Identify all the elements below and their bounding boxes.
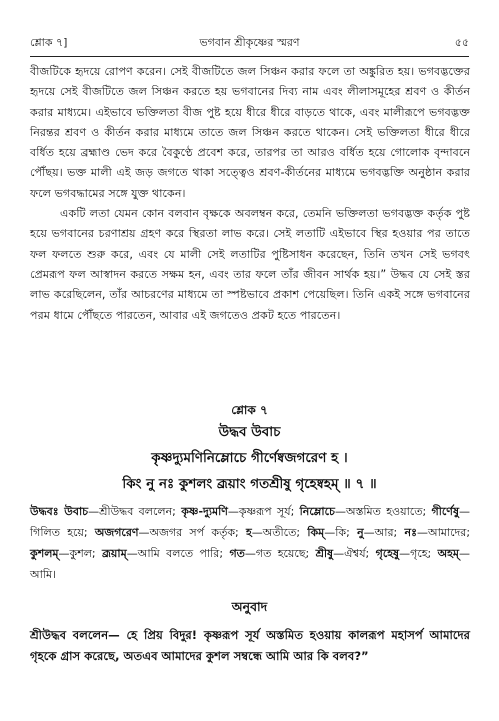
synonym-word: অজগরেণ [94,526,139,539]
header-rule [30,56,469,57]
synonym-word: কুশলম্ [30,547,59,560]
synonym-word: কিম্ [307,526,325,539]
synonym-word: গৃহেষু [375,547,400,560]
translation-heading: অনুবাদ [231,599,268,614]
synonym-meaning: আমাদের; [427,526,471,539]
synonym-word: কৃষ্ণ-দ্যুমণি [181,505,228,518]
verse-reference: শ্লোক ৭] [30,36,68,49]
synonym-word: ব্রূয়াম্ [102,547,127,560]
translation-text: শ্রীউদ্ধব বললেন— হে প্রিয় বিদুর! কৃষ্ণরূপ সূর্য অস্তমিত হওয়ায় কালরূপ মহাসর্প আমাদের গৃহকে গ্রাস করেছে, অতএব আমাদের কুশল সম্বন্ধে আমি আর কি বলব?” [30,628,470,663]
purport-paragraph-2: একটি লতা যেমন কোন বলবান বৃক্ষকে অবলম্বন করে, তেমনি ভক্তিলতা ভগবদ্ভক্ত কর্তৃক পুষ্ট হয়ে ভগবানের চরণাশ্রয় গ্রহণ করে স্থিরতা লাভ করে। সেই লতাটি এইভাবে স্থির হওয়ার পর তাতে ফল ফলতে শুরু করে, এবং যে মালী সেই লতাটির পুষ্টিসাধন করেছেন, তিনি তখন সেই ভগবৎ প্রেমরূপ ফল আস্বাদন করতে সক্ষম হন, এবং তার ফলে তাঁর জীবন সার্থক হয়।” উদ্ধব যে সেই স্তর লাভ করেছিলেন, তাঁর আচরণের মাধ্যমে তা স্পষ্টভাবে প্রকাশ পেয়েছিল। তিনি একই সঙ্গে ভগবানের পরম ধামে পৌঁছতে পারতেন, আবার এই জগতেও প্রকট হতে পারতেন। [30,207,470,322]
synonym-meaning: আমি বলতে পারি; [137,547,224,560]
synonym-meaning: গৃহে; [410,547,432,560]
synonym-word: নঃ [404,526,417,539]
synonym-word: গীর্ণেষু [431,505,460,518]
synonym-meaning: গিলিত হয়ে; [30,526,88,539]
synonym-word: নু [357,526,364,539]
verse-line-2: কৃষ্ণদ্যুমণিনিম্লোচে গীর্ণেষ্বজগরেণ হ । [151,450,348,466]
synonym-word: গত [229,547,245,560]
verse-line-3: কিং নু নঃ কুশলং ব্রূয়াং গতশ্রীষু গৃহেষ্বহম্ ॥ ৭ ॥ [122,476,377,492]
synonym-meaning: আর; [374,526,398,539]
synonym-word: হ [245,526,252,539]
page-number: ৫৫ [454,36,469,49]
synonym-meaning: কি; [335,526,350,539]
synonym-word: নিম্লোচে [299,505,335,518]
synonym-meaning: গত হয়েছে; [255,547,310,560]
synonym-meaning: আমি। [30,568,57,581]
verse-number-heading: শ্লোক ৭ [231,403,268,417]
purport-paragraph-1: বীজটিকে হৃদয়ে রোপণ করেন। সেই বীজটিতে জল সিঞ্চন করার ফলে তা অঙ্কুরিত হয়। ভগবদ্ভক্তের হৃদয়ে সেই বীজটিতে জল সিঞ্চন করতে হয় ভগবানের দিব্য নাম এবং লীলাসমূহের শ্রবণ ও কীর্তন করার মাধ্যমে। এইভাবে ভক্তিলতা বীজ পুষ্ট হয়ে ধীরে ধীরে বাড়তে থাকে, এবং মালীরূপে ভগবদ্ভক্ত নিরন্তর শ্রবণ ও কীর্তন করার মাধ্যমে তাতে জল সিঞ্চন করতে থাকেন। সেই ভক্তিলতা ধীরে ধীরে বর্ধিত হয়ে ব্রহ্মাণ্ড ভেদ করে বৈকুণ্ঠে প্রবেশ করে, তারপর তা আরও বর্ধিত হয়ে গোলোক বৃন্দাবনে পৌঁছয়। ভক্ত মালী এই জড় জগতে থাকা সত্ত্বেও শ্রবণ-কীর্তনের মাধ্যমে ভগবদ্ভক্তি অনুষ্ঠান করার ফলে ভগবদ্ধামের সঙ্গে যুক্ত থাকেন। [30,65,470,200]
verse-line-1: উদ্ধব উবাচ [218,424,281,440]
synonym-meaning: অজগর সর্প কর্তৃক; [149,526,239,539]
synonym-word: উদ্ধবঃ উবাচ [30,505,89,518]
synonym-meaning: কৃষ্ণরূপ সূর্য; [238,505,295,518]
chapter-title: ভগবান শ্রীকৃষ্ণের স্মরণ [199,36,300,49]
synonym-meaning: অতীতে; [262,526,301,539]
synonym-word: অহম্ [437,547,460,560]
purport [30,62,470,326]
synonym-meaning: শ্রীউদ্ধব বললেন; [99,505,176,518]
running-header [30,34,469,54]
synonym-meaning: ঐশ্বর্য; [344,547,370,560]
synonym-word: শ্রীষু [315,547,334,560]
synonym-meaning: কুশল; [69,547,96,560]
word-for-word-synonyms: উদ্ধবঃ উবাচ—শ্রীউদ্ধব বললেন; কৃষ্ণ-দ্যুমণি—কৃষ্ণরূপ সূর্য; নিম্লোচে—অস্তমিত হওয়াতে; গীর্ণেষু—গিলিত হয়ে; অজগরেণ—অজগর সর্প কর্তৃক; হ—অতীতে; কিম্—কি; নু—আর; নঃ—আমাদের; কুশলম্—কুশল; ব্রূয়াম্—আমি বলতে পারি; গত—গত হয়েছে; শ্রীষু—ঐশ্বর্য; গৃহেষু—গৃহে; অহম্—আমি। [30,505,471,581]
synonym-meaning: অস্তমিত হওয়াতে; [345,505,427,518]
